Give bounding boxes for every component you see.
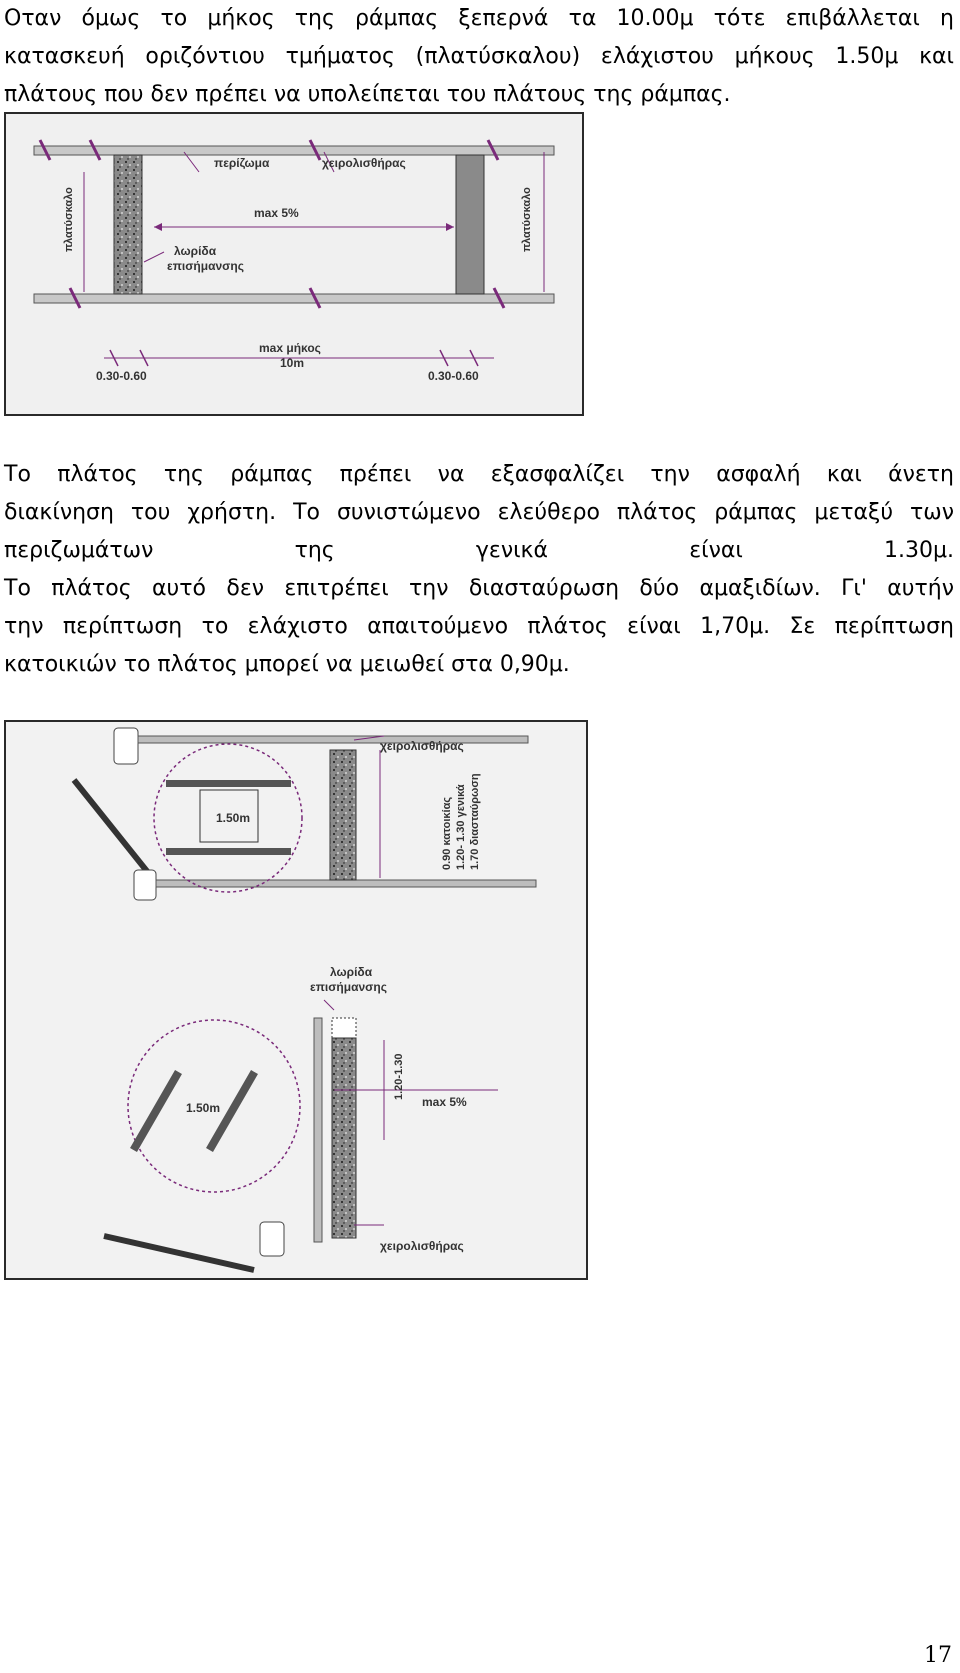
text-line: Οταν όμως το μήκος της ράμπας ξεπερνά τα 10.00μ τότε επιβάλλεται η: [4, 6, 954, 31]
width-label-line3: 1.70 διασταύρωση: [469, 773, 481, 870]
body-paragraph: [4, 456, 954, 684]
text-line: περιζωμάτων της γενικά είναι 1.30μ.: [4, 538, 954, 563]
strip-label-line2: επισήμανσης: [310, 980, 387, 994]
text-line: διακίνηση του χρήστη. Το συνιστώμενο ελεύθερο πλάτος ράμπας μεταξύ των: [4, 500, 954, 525]
text-line: Το πλάτος αυτό δεν επιτρέπει την διασταύρωση δύο αμαξιδίων. Γι' αυτήν: [4, 576, 954, 601]
text-line: την περίπτωση το ελάχιστο απαιτούμενο πλάτος είναι 1,70μ. Σε περίπτωση: [4, 614, 954, 639]
curb-label: περίζωμα: [214, 156, 270, 170]
handrail-label-top: χειρολισθήρας: [380, 739, 464, 753]
max-length-label-line2: 10m: [280, 356, 305, 370]
strip-width-left: 0.30-0.60: [96, 369, 147, 383]
slope-label: max 5%: [422, 1095, 467, 1109]
landing-label-right: πλατύσκαλο: [521, 187, 533, 252]
width-label-bottom: 1.20-1.30: [393, 1053, 405, 1100]
landing-label-left: πλατύσκαλο: [63, 187, 75, 252]
page-number: 17: [924, 1643, 952, 1668]
max-length-label-line1: max μήκος: [259, 341, 321, 355]
text-line: Το πλάτος της ράμπας πρέπει να εξασφαλίζει την ασφαλή και άνετη: [4, 462, 954, 487]
strip-label-line2: επισήμανσης: [167, 259, 244, 273]
text-line: κατοικιών το πλάτος μπορεί να μειωθεί στα 0,90μ.: [4, 652, 570, 677]
turning-circle-label-top: 1.50m: [216, 811, 251, 825]
ramp-plan-figure: [4, 112, 584, 416]
slope-label: max 5%: [254, 206, 299, 220]
width-label-line2: 1.20- 1.30 γενικά: [455, 784, 467, 870]
strip-label-line1: λωρίδα: [174, 244, 217, 258]
ramp-width-figure: [4, 720, 588, 1280]
width-label-line1: 0.90 κατοικίας: [441, 796, 453, 870]
handrail-label: χειρολισθήρας: [322, 156, 406, 170]
text-line: κατασκευή οριζόντιου τμήματος (πλατύσκαλου) ελάχιστου μήκους 1.50μ και: [4, 44, 954, 69]
handrail-label-bottom: χειρολισθήρας: [380, 1239, 464, 1253]
intro-paragraph: [4, 0, 954, 114]
turning-circle-label-bottom: 1.50m: [186, 1101, 221, 1115]
strip-label-line1: λωρίδα: [330, 965, 373, 979]
text-line: πλάτους που δεν πρέπει να υπολείπεται του πλάτους της ράμπας.: [4, 82, 731, 107]
strip-width-right: 0.30-0.60: [428, 369, 479, 383]
